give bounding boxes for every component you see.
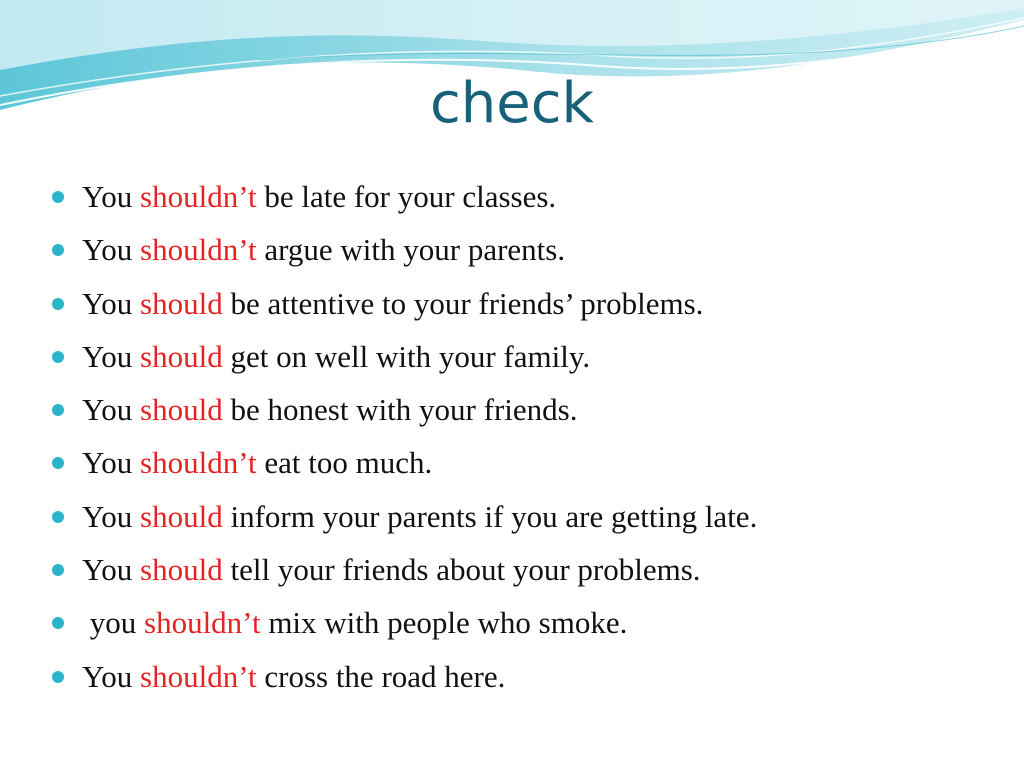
sentence-end: cross the road here. [256, 658, 506, 694]
modal-verb: shouldn’t [140, 658, 257, 694]
sentence-start: You [82, 285, 141, 321]
bullet-item [52, 170, 1012, 223]
sentence-end: get on well with your family. [222, 338, 591, 374]
modal-verb: shouldn’t [144, 605, 261, 641]
bullet-text [82, 277, 703, 330]
sentence-start: You [82, 552, 141, 588]
sentence-end: tell your friends about your problems. [222, 552, 701, 588]
sentence-start: You [82, 445, 141, 481]
bullet-item [52, 490, 1012, 543]
bullet-dot-icon [52, 511, 64, 523]
sentence-end: be attentive to your friends’ problems. [222, 285, 704, 321]
modal-verb: should [140, 552, 223, 588]
bullet-text [82, 223, 565, 276]
slide-title: check [430, 71, 594, 136]
bullet-dot-icon [52, 564, 64, 576]
bullet-text [82, 436, 432, 489]
bullet-dot-icon [52, 404, 64, 416]
bullet-text [82, 543, 701, 596]
modal-verb: should [140, 498, 223, 534]
modal-verb: should [140, 285, 223, 321]
bullet-dot-icon [52, 191, 64, 203]
sentence-start: You [82, 658, 141, 694]
sentence-end: inform your parents if you are getting late. [222, 498, 758, 534]
bullet-text [82, 596, 627, 649]
bullet-item [52, 383, 1012, 436]
sentence-start: You [82, 392, 141, 428]
bullet-item [52, 650, 1012, 703]
sentence-start: you [82, 605, 144, 641]
modal-verb: should [140, 338, 223, 374]
bullet-dot-icon [52, 617, 64, 629]
sentence-start: You [82, 232, 141, 268]
modal-verb: shouldn’t [140, 445, 257, 481]
sentence-end: argue with your parents. [256, 232, 566, 268]
bullet-dot-icon [52, 244, 64, 256]
bullet-item [52, 330, 1012, 383]
bullet-item [52, 436, 1012, 489]
bullet-item [52, 596, 1012, 649]
bullet-item [52, 543, 1012, 596]
bullet-list [52, 170, 1012, 703]
bullet-text [82, 490, 757, 543]
sentence-end: be honest with your friends. [222, 392, 578, 428]
bullet-text [82, 650, 505, 703]
bullet-dot-icon [52, 351, 64, 363]
bullet-text [82, 383, 577, 436]
sentence-end: be late for your classes. [256, 179, 557, 214]
modal-verb: should [140, 392, 223, 428]
modal-verb: shouldn’t [140, 232, 257, 268]
sentence-start: You [82, 179, 141, 214]
bullet-item [52, 223, 1012, 276]
bullet-text [82, 170, 556, 223]
bullet-dot-icon [52, 298, 64, 310]
sentence-end: eat too much. [256, 445, 433, 481]
sentence-start: You [82, 338, 141, 374]
modal-verb: shouldn’t [140, 179, 257, 214]
bullet-item [52, 277, 1012, 330]
bullet-text [82, 330, 590, 383]
sentence-end: mix with people who smoke. [260, 605, 628, 641]
bullet-dot-icon [52, 671, 64, 683]
bullet-dot-icon [52, 457, 64, 469]
sentence-start: You [82, 498, 141, 534]
